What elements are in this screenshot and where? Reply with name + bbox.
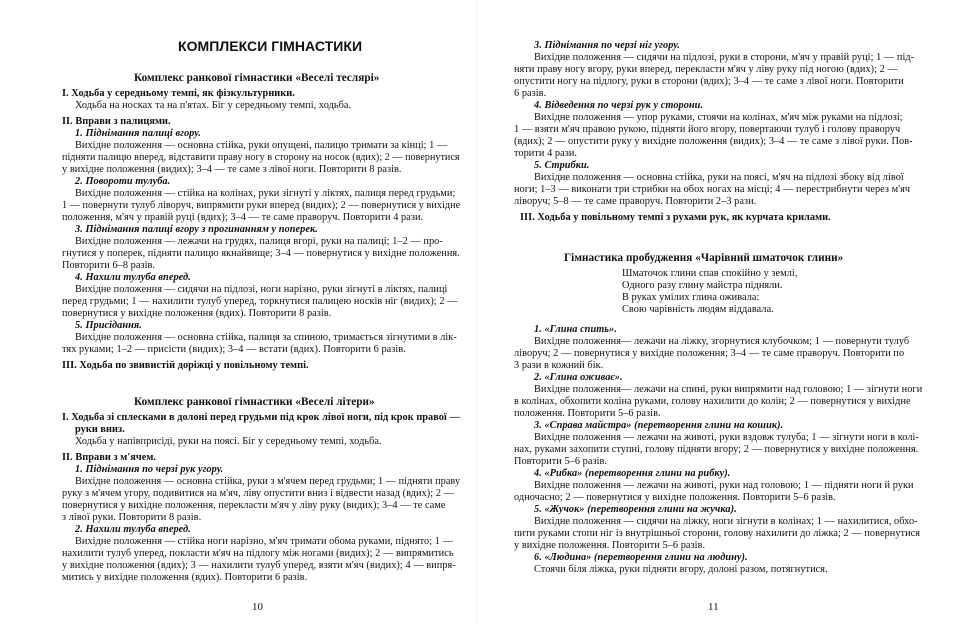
- c1-ex4-line: перед грудьми; 1 — нахилити тулуб уперед, торкнутися палицею носків ніг (видих); 2 —: [62, 296, 458, 307]
- gym-ex2-line: в колінах, обхопити коліна руками, голову нахилити до колін; 2 — повернутися у вихідне: [514, 396, 911, 407]
- spine: [476, 0, 477, 624]
- gym-ex5-line: пити руками стопи ніг із внутрішньої сторони, голову нахилити до ліжка; 2 — повернутися: [514, 528, 921, 539]
- gym-ex5-title: 5. «Жучок» (перетворення глини на жучка).: [534, 504, 737, 515]
- c1-ex1-line: підняти палицю вперед, відставити праву ногу в сторону на носок (вдих); 2 — повернутися: [62, 152, 460, 163]
- complex1-heading: Комплекс ранкової гімнастики «Веселі теслярі»: [134, 72, 380, 84]
- ex5-line: ліворуч; 5–8 — те саме праворуч. Повторити 2–3 рази.: [514, 196, 757, 207]
- ex5-line: ноги; 1–3 — виконати три стрибки на обох ногах на місці; 4 — перестрибнути через м'яч: [514, 184, 911, 195]
- poem-line: Шматочок глини спав спокійно у землі,: [622, 268, 798, 279]
- c2-ex1-line: руку з м'ячем угору, подивитися на м'яч, ліву опустити вниз і відвести назад (вдих); 2 —: [62, 488, 454, 499]
- c1-ex1-line: Вихідне положення — основна стійка, руки опущені, палицю тримати за кінці; 1 —: [75, 140, 448, 151]
- ex4-line: торити 4 рази.: [514, 148, 578, 159]
- c2-ex1-title: 1. Піднімання по черзі рук угору.: [75, 464, 224, 475]
- c2-ex2-line: Вихідне положення — стійка ноги нарізно, м'яч тримати обома руками, піднято; 1 —: [75, 536, 453, 547]
- c1-section1-text: Ходьба на носках та на п'ятах. Біг у середньому темпі, ходьба.: [75, 100, 352, 111]
- gym-ex1-line: 3 рази в кожний бік.: [514, 360, 604, 371]
- c1-section2-title: ІІ. Вправи з палицями.: [62, 116, 171, 127]
- poem-line: В руках умілих глина оживала:: [622, 292, 760, 303]
- poem-line: Одного разу глину майстра підняли.: [622, 280, 783, 291]
- ex5-line: Вихідне положення — основна стійка, руки на поясі, м'яч на підлозі збоку від лівої: [534, 172, 904, 183]
- gym-ex2-line: положення. Повторити 5–6 разів.: [514, 408, 661, 419]
- c2-ex2-line: у вихідне положення (вдих); 3 — нахилити тулуб уперед, взяти м'яч (видих); 4 — випря-: [62, 560, 456, 571]
- ex3-title: 3. Піднімання по черзі ніг угору.: [534, 40, 680, 51]
- ex3-line: опустити ногу на підлогу, руки в сторони (вдих); 3–4 — те саме з лівої ноги. Повторити: [514, 76, 904, 87]
- c2-section1-title: І. Ходьба зі сплесками в долоні перед грудьми під крок лівої ноги, під крок правої —: [62, 412, 460, 423]
- c2-ex2-line: нахилити тулуб уперед, покласти м'яч на підлогу між ногами (видих); 2 — випрямитись: [62, 548, 454, 559]
- c1-ex1-title: 1. Піднімання палиці вгору.: [75, 128, 201, 139]
- gym-heading: Гімнастика пробудження «Чарівний шматочок глини»: [564, 252, 844, 264]
- ex4-line: (вдих); 2 — опустити руку у вихідне положення (видих); 3–4 — те саме з лівої руки. Пов-: [514, 136, 913, 147]
- c2-ex2-line: митись у вихідне положення (вдих). Повторити 6 разів.: [62, 572, 308, 583]
- c1-ex2-title: 2. Повороти тулуба.: [75, 176, 171, 187]
- page-number: 11: [708, 601, 719, 613]
- section3-title: ІІІ. Ходьба у повільному темпі з рухами рук, як курчата крилами.: [520, 212, 831, 223]
- c2-ex1-line: Вихідне положення — основна стійка, руки з м'ячем перед грудьми; 1 — підняти праву: [75, 476, 461, 487]
- c2-section2-title: ІІ. Вправи з м'ячем.: [62, 452, 157, 463]
- gym-ex1-title: 1. «Глина спить».: [534, 324, 617, 335]
- c1-ex5-line: Вихідне положення — основна стійка, палиця за спиною, тримається зігнутими в лік-: [75, 332, 457, 343]
- ex3-line: няти праву ногу вгору, руки вперед, перекласти м'яч у ліву руку під ногою (вдих); 2 —: [514, 64, 898, 75]
- c1-ex2-line: положення, м'яч у правій руці (вдих); 3–4 — те саме праворуч. Повторити 4 рази.: [62, 212, 424, 223]
- gym-ex5-line: у вихідне положення. Повторити 5–6 разів.: [514, 540, 706, 551]
- gym-ex5-line: Вихідне положення — сидячи на ліжку, ноги зігнути в колінах; 1 — нахилитися, обхо-: [534, 516, 918, 527]
- c2-section1-title: руки вниз.: [75, 424, 125, 435]
- left-page: [0, 0, 470, 624]
- ex3-line: 6 разів.: [514, 88, 547, 99]
- ex4-title: 4. Відведення по черзі рук у сторони.: [534, 100, 704, 111]
- gym-ex6-line: Стоячи біля ліжка, руки підняти вгору, долоні разом, потягнутися.: [534, 564, 828, 575]
- c1-ex4-title: 4. Нахили тулуба вперед.: [75, 272, 191, 283]
- c1-ex3-line: Повторити 6–8 разів.: [62, 260, 156, 271]
- ex4-line: 1 — взяти м'яч правою рукою, підняти його вгору, повертаючи тулуб і голову праворуч: [514, 124, 901, 135]
- c1-ex1-line: у вихідне положення (видих); 3–4 — те саме з лівої ноги. Повторити 8 разів.: [62, 164, 402, 175]
- page-number: 10: [252, 601, 263, 613]
- gym-ex3-line: Повторити 5–6 разів.: [514, 456, 608, 467]
- gym-ex3-line: Вихідне положення — лежачи на животі, руки вздовж тулуба; 1 — зігнути ноги в колі-: [534, 432, 919, 443]
- gym-ex2-line: Вихідне положення— лежачи на спині, руки випрямити над головою; 1 — зігнути ноги: [534, 384, 923, 395]
- c1-ex5-title: 5. Присідання.: [75, 320, 142, 331]
- ex4-line: Вихідне положення — упор руками, стоячи на колінах, м'яч між руками на підлозі;: [534, 112, 903, 123]
- ex3-line: Вихідне положення — сидячи на підлозі, руки в сторони, м'яч у правій руці; 1 — під-: [534, 52, 915, 63]
- c1-ex2-line: 1 — повернути тулуб ліворуч, випрямити руки вперед (видих); 2 — повернутися у вихідне: [62, 200, 461, 211]
- c1-ex4-line: повернутися у вихідне положення (вдих). Повторити 8 разів.: [62, 308, 332, 319]
- gym-ex4-title: 4. «Рибка» (перетворення глини на рибку).: [534, 468, 731, 479]
- gym-ex1-line: ліворуч; 2 — повернутися у вихідне положення; 3–4 — те саме праворуч. Повторити по: [514, 348, 905, 359]
- c2-ex2-title: 2. Нахили тулуба вперед.: [75, 524, 191, 535]
- gym-ex2-title: 2. «Глина оживає».: [534, 372, 623, 383]
- c1-ex3-line: Вихідне положення — лежачи на грудях, палиця вгорі, руки на палиці; 1–2 — про-: [75, 236, 443, 247]
- gym-ex1-line: Вихідне положення— лежачи на ліжку, згорнутися клубочком; 1 — повернути тулуб: [534, 336, 910, 347]
- c1-section1-title: І. Ходьба у середньому темпі, як фізкультурники.: [62, 88, 295, 99]
- page-title: КОМПЛЕКСИ ГІМНАСТИКИ: [178, 38, 363, 54]
- c2-ex1-line: повернутися у вихідне положення, перекласти м'яч у ліву руку (видих); 3–4 — те саме: [62, 500, 446, 511]
- c1-ex2-line: Вихідне положення — стійка на колінах, руки зігнуті у ліктях, палиця перед грудьми;: [75, 188, 456, 199]
- gym-ex4-line: Вихідне положення — лежачи на животі, руки над головою; 1 — підняти ноги й руки: [534, 480, 914, 491]
- poem-line: Свою чарівність людям віддавала.: [622, 304, 774, 315]
- gym-ex6-title: 6. «Людина» (перетворення глини на людину).: [534, 552, 748, 563]
- c1-ex3-line: гнутися у поперек, підняти палицю якнайвище; 3–4 — повернутися у вихідне положення.: [62, 248, 460, 259]
- gym-ex3-line: нах, руками захопити ступні, голову підняти вгору; 2 — повернутися у вихідне положення.: [514, 444, 919, 455]
- gym-ex4-line: одночасно; 2 — повернутися у вихідне положення. Повторити 5–6 разів.: [514, 492, 836, 503]
- c2-ex1-line: з лівої руки. Повторити 8 разів.: [62, 512, 202, 523]
- gym-ex3-title: 3. «Справа майстра» (перетворення глини на кошик).: [534, 420, 784, 431]
- c1-ex4-line: Вихідне положення — сидячи на підлозі, ноги нарізно, руки зігнуті в ліктях, палиці: [75, 284, 448, 295]
- c1-section3-title: ІІІ. Ходьба по звивистій доріжці у повільному темпі.: [62, 360, 309, 371]
- c1-ex5-line: тях руками; 1–2 — присісти (видих); 3–4 — встати (вдих). Повторити 6 разів.: [62, 344, 406, 355]
- complex2-heading: Комплекс ранкової гімнастики «Веселі літери»: [134, 396, 375, 408]
- c2-section1-text: Ходьба у напівприсіді, руки на поясі. Біг у середньому темпі, ходьба.: [75, 436, 382, 447]
- c1-ex3-title: 3. Піднімання палиці вгору з прогинанням у поперек.: [75, 224, 318, 235]
- ex5-title: 5. Стрибки.: [534, 160, 590, 171]
